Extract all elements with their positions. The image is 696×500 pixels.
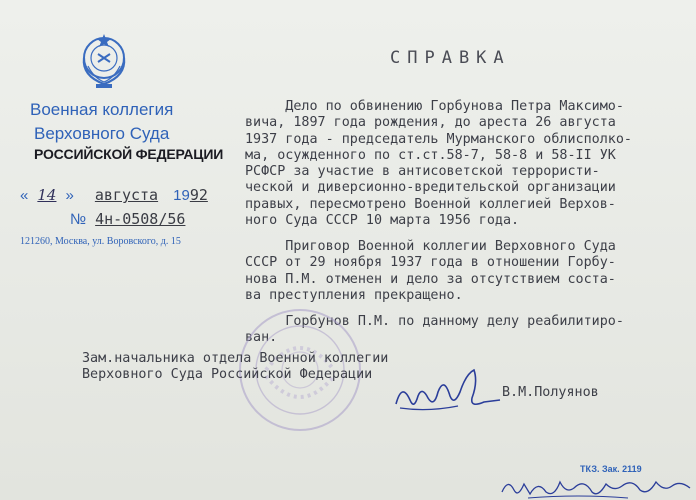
number-value: 4н-0508/56	[95, 210, 186, 228]
document-number	[70, 210, 185, 228]
handwritten-note-icon	[498, 470, 694, 500]
court-name-line3: РОССИЙСКОЙ ФЕДЕРАЦИИ	[34, 146, 224, 162]
date-open-quote: «	[20, 187, 29, 204]
date-month: августа	[94, 186, 159, 204]
handwritten-signature-icon	[388, 362, 518, 418]
paragraph-rehabilitation: Горбунов П.М. по данному делу реабилитиро- ван.	[245, 314, 624, 346]
court-name-line1: Военная коллегия	[30, 100, 174, 119]
signatory-position: Зам.начальника отдела Военной коллегии Верховного Суда Российской Федерации	[82, 351, 389, 383]
number-sign: №	[70, 211, 87, 228]
date-year-prefix: 19	[173, 187, 190, 204]
signatory-name: В.М.Полуянов	[502, 385, 599, 400]
court-name-line2: Верховного Суда	[34, 124, 170, 143]
date-close-quote: »	[65, 187, 74, 204]
document-title: СПРАВКА	[390, 48, 511, 68]
date-year-suffix: 92	[189, 186, 208, 204]
print-mark: ТКЗ. Зак. 2119	[580, 464, 642, 474]
paragraph-verdict-cancelled: Приговор Военной коллегии Верховного Суда СССР от 29 ноября 1937 года в отношении Горбу- нова П.М. отменен и дело за отсутствием соста- ва преступления прекращено.	[245, 239, 616, 303]
paragraph-case-review: Дело по обвинению Горбунова Петра Максимо- вича, 1897 года рождения, до ареста 26 августа 1937 года - председатель Мурманского облисполко- ма, осужденного по ст.ст.58-7, 58-8 и 58-II УК РСФСР за участие в антисоветской террористи- ческой и диверсионно-вредительской организации правых, пересмотрено Военной коллегией Верхов- ного Суда СССР 10 марта 1956 года.	[245, 99, 632, 229]
court-address: 121260, Москва, ул. Воровского, д. 15	[20, 236, 181, 247]
document-date	[20, 186, 208, 204]
state-emblem-icon	[78, 32, 130, 90]
date-day: 14	[37, 186, 57, 204]
